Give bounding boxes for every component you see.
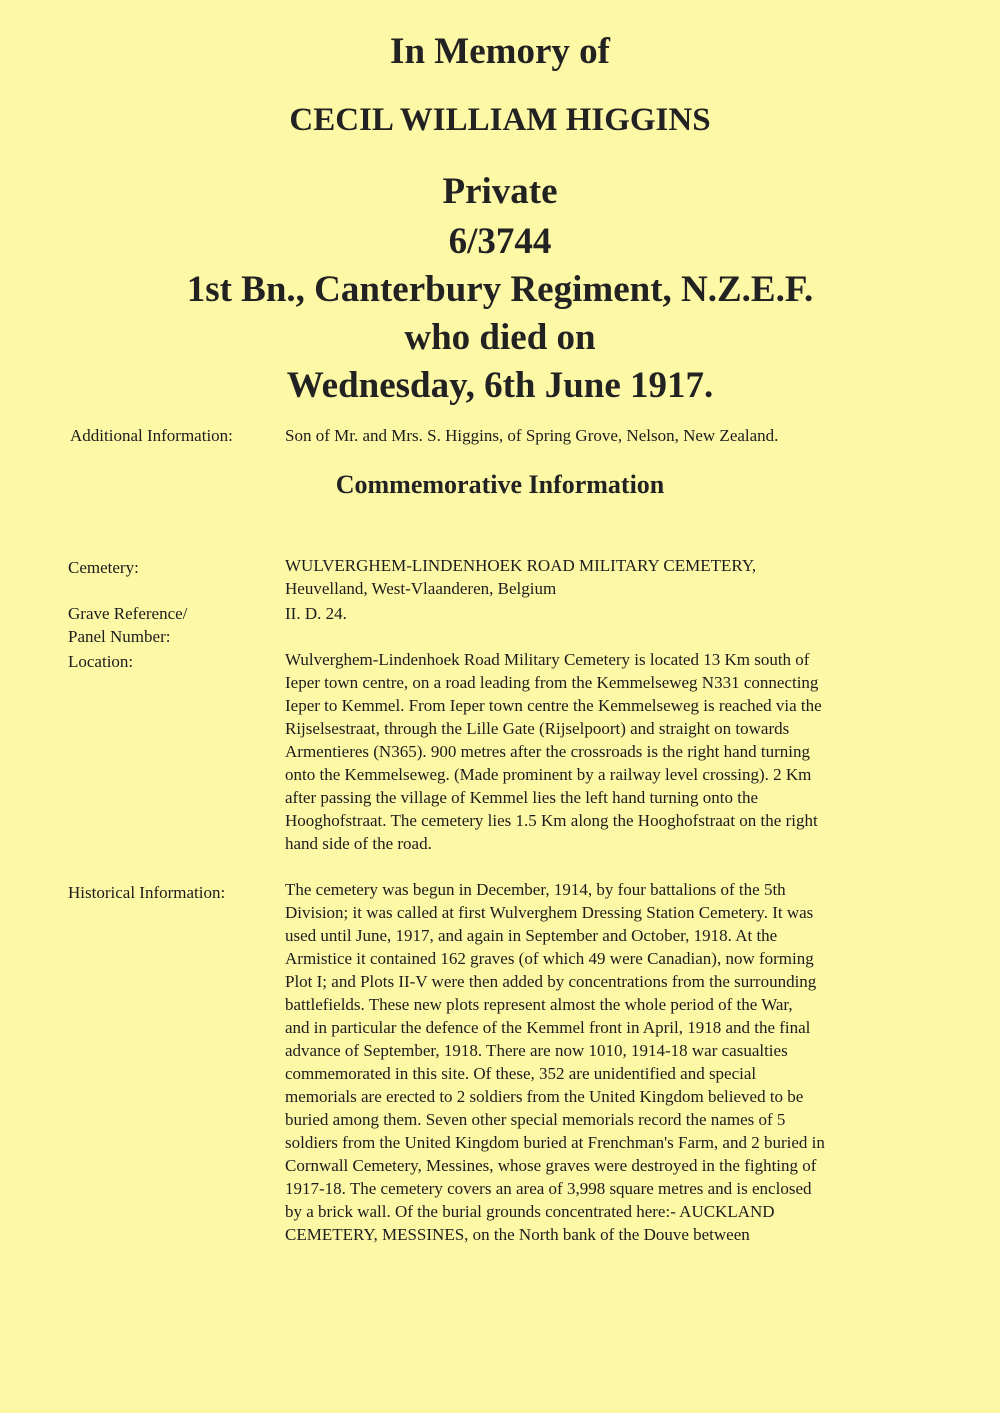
historical-info-value xyxy=(285,878,925,1246)
location-line: Wulverghem-Lindenhoek Road Military Cemetery is located 13 Km south of xyxy=(285,650,810,669)
cemetery-label: Cemetery: xyxy=(68,558,139,577)
location-value xyxy=(285,648,925,855)
cemetery-line: WULVERGHEM-LINDENHOEK ROAD MILITARY CEMETERY, xyxy=(285,556,757,575)
historical-line: battlefields. These new plots represent almost the whole period of the War, xyxy=(285,995,793,1014)
commemorative-heading: Commemorative Information xyxy=(335,470,665,499)
soldier-name: CECIL WILLIAM HIGGINS xyxy=(289,102,711,138)
location-line: Hooghofstraat. The cemetery lies 1.5 Km along the Hooghofstraat on the right xyxy=(285,811,818,830)
historical-line: advance of September, 1918. There are now 1010, 1914-18 war casualties xyxy=(285,1041,788,1060)
in-memory-heading: In Memory of xyxy=(390,31,610,72)
location-line: after passing the village of Kemmel lies the left hand turning onto the xyxy=(285,788,759,807)
location-line: Ieper to Kemmel. From Ieper town centre the Kemmelseweg is reached via the xyxy=(285,696,822,715)
location-line: Ieper town centre, on a road leading from the Kemmelseweg N331 connecting xyxy=(285,673,819,692)
historical-line: used until June, 1917, and again in September and October, 1918. At the xyxy=(285,926,778,945)
location-line: Armentieres (N365). 900 metres after the crossroads is the right hand turning xyxy=(285,742,810,761)
who-died-on: who died on xyxy=(404,317,596,358)
grave-reference-label-line: Panel Number: xyxy=(68,627,171,646)
location-line: onto the Kemmelseweg. (Made prominent by a railway level crossing). 2 Km xyxy=(285,765,812,784)
location-line: Rijselsestraat, through the Lille Gate (Rijselpoort) and straight on towards xyxy=(285,719,790,738)
grave-reference-value: II. D. 24. xyxy=(285,604,347,623)
grave-reference-label-line: Grave Reference/ xyxy=(68,604,188,623)
historical-info-label: Historical Information: xyxy=(68,883,226,902)
historical-line: Cornwall Cemetery, Messines, whose graves were destroyed in the fighting of xyxy=(285,1156,817,1175)
historical-line: Division; it was called at first Wulverghem Dressing Station Cemetery. It was xyxy=(285,903,814,922)
historical-line: and in particular the defence of the Kemmel front in April, 1918 and the final xyxy=(285,1018,811,1037)
grave-reference-label xyxy=(68,602,278,648)
historical-line: buried among them. Seven other special memorials record the names of 5 xyxy=(285,1110,786,1129)
service-number: 6/3744 xyxy=(448,221,552,262)
location-label: Location: xyxy=(68,652,134,671)
soldier-rank: Private xyxy=(442,171,558,212)
cemetery-value xyxy=(285,554,925,600)
date-of-death: Wednesday, 6th June 1917. xyxy=(286,365,714,406)
historical-line: Armistice it contained 162 graves (of which 49 were Canadian), now forming xyxy=(285,949,814,968)
historical-line: by a brick wall. Of the burial grounds concentrated here:- AUCKLAND xyxy=(285,1202,775,1221)
historical-line: Plot I; and Plots II-V were then added by concentrations from the surrounding xyxy=(285,972,817,991)
additional-info-value: Son of Mr. and Mrs. S. Higgins, of Spring Grove, Nelson, New Zealand. xyxy=(285,426,779,445)
soldier-unit: 1st Bn., Canterbury Regiment, N.Z.E.F. xyxy=(186,269,814,310)
historical-line: memorials are erected to 2 soldiers from the United Kingdom believed to be xyxy=(285,1087,804,1106)
cemetery-line: Heuvelland, West-Vlaanderen, Belgium xyxy=(285,579,557,598)
historical-line: The cemetery was begun in December, 1914, by four battalions of the 5th xyxy=(285,880,786,899)
historical-line: soldiers from the United Kingdom buried at Frenchman's Farm, and 2 buried in xyxy=(285,1133,825,1152)
historical-line: 1917-18. The cemetery covers an area of 3,998 square metres and is enclosed xyxy=(285,1179,812,1198)
historical-line: CEMETERY, MESSINES, on the North bank of the Douve between xyxy=(285,1225,750,1244)
location-line: hand side of the road. xyxy=(285,834,432,853)
additional-info-label: Additional Information: xyxy=(70,426,233,445)
historical-line: commemorated in this site. Of these, 352 are unidentified and special xyxy=(285,1064,757,1083)
